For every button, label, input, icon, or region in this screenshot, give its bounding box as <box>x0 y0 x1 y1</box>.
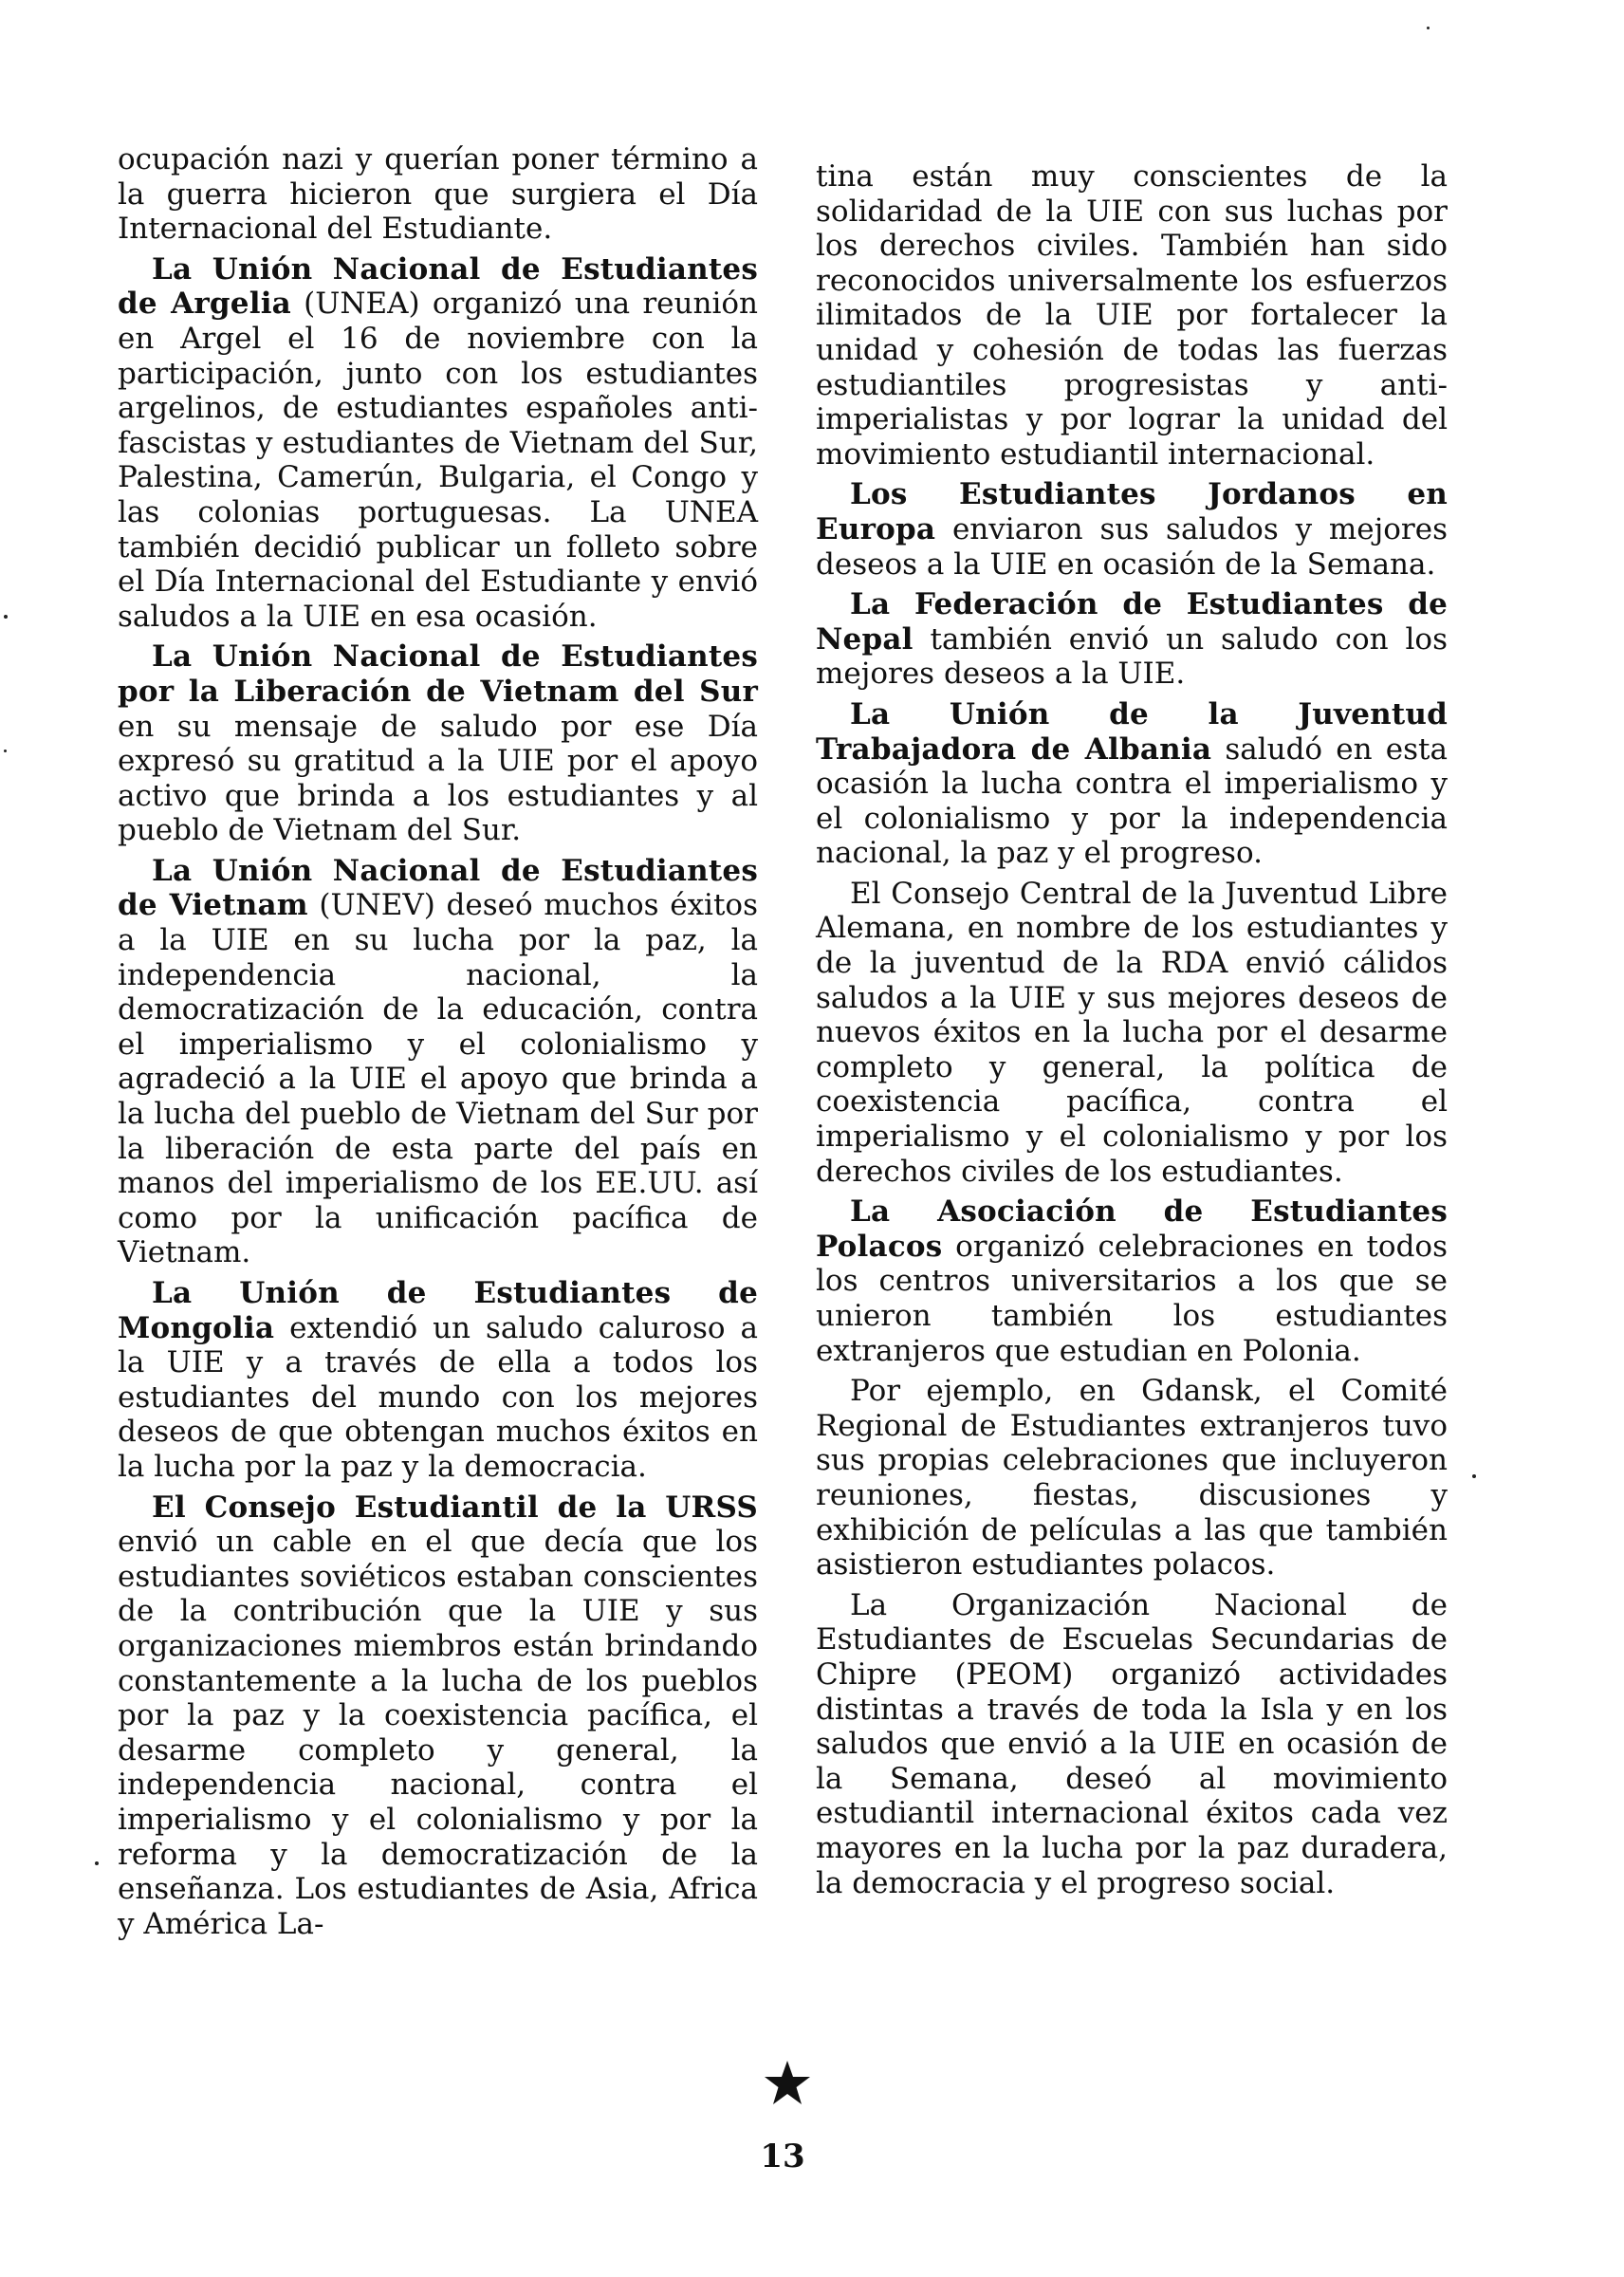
organization-name: La Unión de la Juventud Trabajadora de Albania <box>816 696 1448 767</box>
organization-name: La Unión de Estudiantes de Mongolia <box>118 1276 758 1345</box>
paragraph-text: Por ejemplo, en Gdansk, el Comité Regional de Estudiantes extranjeros tuvo sus propias celebraciones que incluyeron reuniones, fiestas, discusiones y exhibición de películas a las que también asistieron estudiantes polacos. <box>816 1374 1448 1583</box>
paragraph-text: también envió un saludo con los mejores deseos a la UIE. <box>816 621 1448 692</box>
paragraph <box>118 639 758 848</box>
scan-speck <box>1472 1474 1476 1478</box>
paragraph-text: ocupación nazi y querían poner término a la guerra hicieron que surgiera el Día Internacional del Estudiante. <box>118 142 758 247</box>
organization-name: La Unión Nacional de Estudiantes de Vietnam <box>118 853 758 923</box>
paragraph <box>816 877 1448 1189</box>
paragraph-text: organizó celebraciones en todos los centros universitarios a los que se unieron también los estudiantes extranjeros que estudian en Polonia. <box>816 1229 1448 1368</box>
scan-speck <box>4 615 8 619</box>
star-icon <box>764 2059 811 2106</box>
organization-name: Los Estudiantes Jordanos en Europa <box>816 477 1448 546</box>
paragraph <box>816 587 1448 692</box>
paragraph-text: en su mensaje de saludo por ese Día expresó su gratitud a la UIE por el apoyo activo que brinda a los estudiantes y al pueblo de Vietnam del Sur. <box>118 709 758 848</box>
organization-name: La Federación de Estudiantes de Nepal <box>816 587 1448 657</box>
paragraph <box>118 142 758 247</box>
organization-name: El Consejo Estudiantil de la URSS <box>152 1490 758 1525</box>
left-column <box>118 142 758 1947</box>
page-number: 13 <box>760 2138 805 2175</box>
organization-name: La Asociación de Estudiantes Polacos <box>816 1194 1448 1264</box>
paragraph-text: envió un cable en el que decía que los estudiantes soviéticos estaban conscientes de la contribución que la UIE y sus organizaciones miembros están brindando constantemente a la lucha de los pueblos por la paz y la coexistencia pacífica, el desarme completo y general, la independencia nacional, contra el imperialismo y el colonialismo y por la reforma y la democratización de la enseñanza. Los estudiantes de Asia, Africa y América La- <box>118 1525 758 1941</box>
organization-name: La Unión Nacional de Estudiantes por la Liberación de Vietnam del Sur <box>118 639 758 709</box>
paragraph <box>118 252 758 635</box>
paragraph <box>118 854 758 1270</box>
paragraph-text: (UNEV) deseó muchos éxitos a la UIE en su lucha por la paz, la independencia nacional, la democratización de la educación, contra el imperialismo y el colonialismo y agradeció a la UIE el apoyo que brinda a la lucha del pueblo de Vietnam del Sur por la liberación de esta parte del país en manos del imperialismo de los EE.UU. así como por la unificación pacífica de Vietnam. <box>118 888 759 1270</box>
organization-name: La Unión Nacional de Estudiantes de Argelia <box>118 251 758 322</box>
paragraph <box>118 1276 758 1485</box>
paragraph <box>816 1194 1448 1368</box>
paragraph-text: saludó en esta ocasión la lucha contra el imperialismo y el colonialismo y por la independencia nacional, la paz y el progreso. <box>816 731 1448 871</box>
paragraph-text: La Organización Nacional de Estudiantes de Escuelas Secundarias de Chipre (PEOM) organizó actividades distintas a través de toda la Isla y en los saludos que envió a la UIE en ocasión de la Semana, deseó al movimiento estudiantil internacional éxitos cada vez mayores en la lucha por la paz duradera, la democracia y el progreso social. <box>816 1587 1448 1900</box>
paragraph <box>118 1490 758 1942</box>
scan-speck <box>1427 27 1430 29</box>
paragraph <box>816 697 1448 871</box>
paragraph <box>816 477 1448 582</box>
scan-speck <box>4 750 7 752</box>
paragraph-text: (UNEA) organizó una reunión en Argel el 16 de noviembre con la participación, junto con los estudiantes argelinos, de estudiantes españoles anti-fascistas y estudiantes de Vietnam del Sur, Palestina, Camerún, Bulgaria, el Congo y las colonias portuguesas. La UNEA también decidió publicar un folleto sobre el Día Internacional del Estudiante y envió saludos a la UIE en esa ocasión. <box>118 287 758 634</box>
scan-speck <box>95 1861 99 1865</box>
paragraph-text: tina están muy conscientes de la solidaridad de la UIE con sus luchas por los derechos civiles. También han sido reconocidos universalmente los esfuerzos ilimitados de la UIE por fortalecer la unidad y cohesión de todas las fuerzas estudiantiles progresistas y anti-imperialistas y por lograr la unidad del movimiento estudiantil internacional. <box>816 159 1448 472</box>
paragraph <box>816 1374 1448 1583</box>
paragraph-text: El Consejo Central de la Juventud Libre Alemana, en nombre de los estudiantes y de la juventud de la RDA envió cálidos saludos a la UIE y sus mejores deseos de nuevos éxitos en la lucha por el desarme completo y general, la política de coexistencia pacífica, contra el imperialismo y el colonialismo y por los derechos civiles de los estudiantes. <box>816 876 1448 1189</box>
paragraph <box>816 1588 1448 1900</box>
paragraph-text: extendió un saludo caluroso a la UIE y a través de ella a todos los estudiantes del mundo con los mejores deseos de que obtengan muchos éxitos en la lucha por la paz y la democracia. <box>118 1310 758 1484</box>
right-column <box>816 159 1448 1906</box>
paragraph <box>816 159 1448 472</box>
paragraph-text: enviaron sus saludos y mejores deseos a la UIE en ocasión de la Semana. <box>816 511 1448 582</box>
